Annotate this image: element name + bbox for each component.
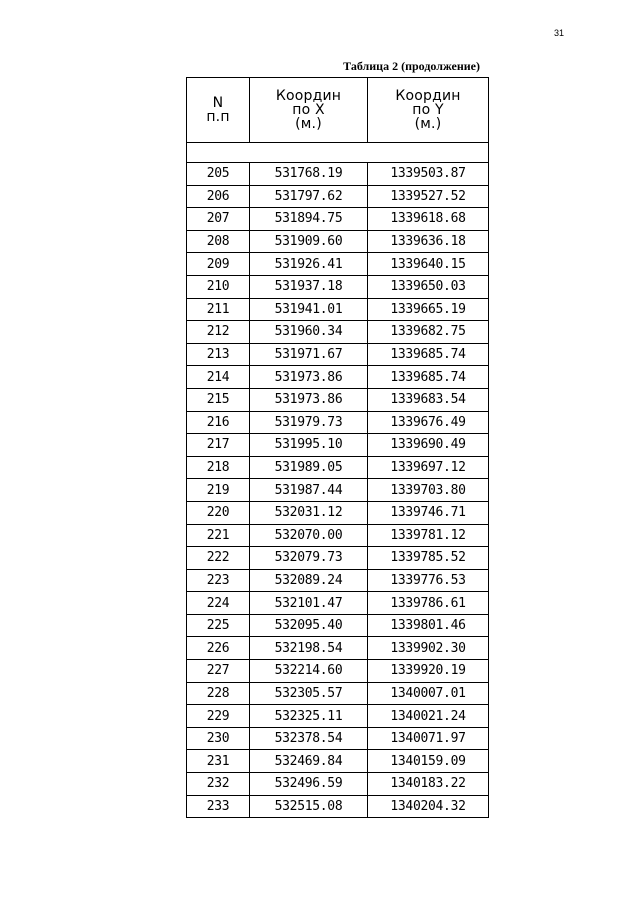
table-row	[187, 705, 489, 728]
table-row	[187, 411, 489, 434]
cell-x-coordinate: 532496.59	[250, 773, 368, 796]
header-x-coordinate	[250, 78, 368, 143]
cell-y-coordinate: 1339682.75	[368, 321, 489, 344]
cell-x-coordinate: 532070.00	[250, 524, 368, 547]
cell-x-coordinate: 531995.10	[250, 434, 368, 457]
table-row	[187, 388, 489, 411]
cell-y-coordinate: 1340071.97	[368, 727, 489, 750]
cell-point-number: 226	[187, 637, 250, 660]
cell-y-coordinate: 1339650.03	[368, 275, 489, 298]
cell-x-coordinate: 531926.41	[250, 253, 368, 276]
table-row	[187, 614, 489, 637]
cell-x-coordinate: 532515.08	[250, 795, 368, 818]
cell-x-coordinate: 531971.67	[250, 343, 368, 366]
cell-y-coordinate: 1339685.74	[368, 343, 489, 366]
cell-point-number: 207	[187, 208, 250, 231]
cell-x-coordinate: 531797.62	[250, 185, 368, 208]
cell-x-coordinate: 531768.19	[250, 163, 368, 186]
table-row	[187, 637, 489, 660]
coordinates-table	[186, 77, 489, 818]
cell-x-coordinate: 531973.86	[250, 388, 368, 411]
table-row	[187, 592, 489, 615]
table-row	[187, 230, 489, 253]
cell-point-number: 223	[187, 569, 250, 592]
header-point-number-line1: N	[212, 95, 224, 111]
cell-point-number: 211	[187, 298, 250, 321]
cell-point-number: 224	[187, 592, 250, 615]
cell-x-coordinate: 531960.34	[250, 321, 368, 344]
cell-y-coordinate: 1340183.22	[368, 773, 489, 796]
table-row	[187, 343, 489, 366]
cell-x-coordinate: 531979.73	[250, 411, 368, 434]
table-row	[187, 569, 489, 592]
cell-point-number: 209	[187, 253, 250, 276]
cell-x-coordinate: 532378.54	[250, 727, 368, 750]
header-point-number	[187, 78, 250, 143]
table-row	[187, 682, 489, 705]
cell-x-coordinate: 531987.44	[250, 479, 368, 502]
table-spacer-row	[187, 143, 489, 163]
header-x-line1: Координ	[275, 88, 342, 104]
cell-point-number: 216	[187, 411, 250, 434]
header-x-line3: (м.)	[295, 116, 322, 132]
cell-point-number: 217	[187, 434, 250, 457]
cell-x-coordinate: 531909.60	[250, 230, 368, 253]
header-x-line2: по X	[292, 102, 325, 118]
cell-point-number: 221	[187, 524, 250, 547]
header-y-line1: Координ	[395, 88, 461, 104]
table-row	[187, 501, 489, 524]
cell-y-coordinate: 1339746.71	[368, 501, 489, 524]
table-row	[187, 275, 489, 298]
cell-point-number: 233	[187, 795, 250, 818]
cell-x-coordinate: 532031.12	[250, 501, 368, 524]
cell-x-coordinate: 531941.01	[250, 298, 368, 321]
cell-y-coordinate: 1339690.49	[368, 434, 489, 457]
cell-y-coordinate: 1339527.52	[368, 185, 489, 208]
cell-y-coordinate: 1339785.52	[368, 547, 489, 570]
cell-x-coordinate: 532305.57	[250, 682, 368, 705]
cell-point-number: 219	[187, 479, 250, 502]
table-row	[187, 185, 489, 208]
table-row	[187, 524, 489, 547]
cell-y-coordinate: 1340021.24	[368, 705, 489, 728]
cell-point-number: 214	[187, 366, 250, 389]
cell-x-coordinate: 531973.86	[250, 366, 368, 389]
cell-y-coordinate: 1339665.19	[368, 298, 489, 321]
table-row	[187, 298, 489, 321]
cell-point-number: 205	[187, 163, 250, 186]
cell-point-number: 227	[187, 660, 250, 683]
cell-y-coordinate: 1340159.09	[368, 750, 489, 773]
table-row	[187, 660, 489, 683]
cell-point-number: 208	[187, 230, 250, 253]
cell-point-number: 231	[187, 750, 250, 773]
cell-x-coordinate: 532095.40	[250, 614, 368, 637]
cell-point-number: 213	[187, 343, 250, 366]
table-row	[187, 727, 489, 750]
cell-y-coordinate: 1339618.68	[368, 208, 489, 231]
cell-point-number: 228	[187, 682, 250, 705]
cell-x-coordinate: 532325.11	[250, 705, 368, 728]
cell-y-coordinate: 1339685.74	[368, 366, 489, 389]
header-y-line3: (м.)	[414, 116, 442, 132]
table-row	[187, 366, 489, 389]
cell-y-coordinate: 1339640.15	[368, 253, 489, 276]
header-point-number-line2: п.п	[206, 109, 230, 125]
cell-y-coordinate: 1339786.61	[368, 592, 489, 615]
cell-y-coordinate: 1339781.12	[368, 524, 489, 547]
table-row	[187, 434, 489, 457]
table-row	[187, 321, 489, 344]
cell-point-number: 232	[187, 773, 250, 796]
table-row	[187, 163, 489, 186]
cell-point-number: 225	[187, 614, 250, 637]
cell-y-coordinate: 1340007.01	[368, 682, 489, 705]
cell-y-coordinate: 1339697.12	[368, 456, 489, 479]
cell-point-number: 206	[187, 185, 250, 208]
cell-point-number: 222	[187, 547, 250, 570]
header-y-line2: по Y	[412, 102, 444, 118]
table-row	[187, 253, 489, 276]
table-row	[187, 795, 489, 818]
table-spacer-cell	[187, 143, 489, 163]
cell-point-number: 230	[187, 727, 250, 750]
table-row	[187, 750, 489, 773]
cell-x-coordinate: 532469.84	[250, 750, 368, 773]
cell-x-coordinate: 531894.75	[250, 208, 368, 231]
cell-x-coordinate: 532089.24	[250, 569, 368, 592]
table-row	[187, 547, 489, 570]
cell-y-coordinate: 1339902.30	[368, 637, 489, 660]
table-header-row	[187, 78, 489, 143]
table-row	[187, 456, 489, 479]
header-y-coordinate	[368, 78, 489, 143]
cell-y-coordinate: 1339703.80	[368, 479, 489, 502]
cell-y-coordinate: 1339636.18	[368, 230, 489, 253]
page-number: 31	[553, 28, 564, 38]
cell-y-coordinate: 1339676.49	[368, 411, 489, 434]
cell-point-number: 212	[187, 321, 250, 344]
cell-point-number: 218	[187, 456, 250, 479]
cell-point-number: 229	[187, 705, 250, 728]
table-row	[187, 479, 489, 502]
cell-y-coordinate: 1339801.46	[368, 614, 489, 637]
cell-y-coordinate: 1339920.19	[368, 660, 489, 683]
cell-x-coordinate: 531989.05	[250, 456, 368, 479]
cell-y-coordinate: 1339683.54	[368, 388, 489, 411]
cell-point-number: 215	[187, 388, 250, 411]
cell-x-coordinate: 532198.54	[250, 637, 368, 660]
cell-point-number: 220	[187, 501, 250, 524]
cell-y-coordinate: 1340204.32	[368, 795, 489, 818]
table-caption: Таблица 2 (продолжение)	[343, 59, 480, 73]
cell-x-coordinate: 532101.47	[250, 592, 368, 615]
cell-x-coordinate: 532214.60	[250, 660, 368, 683]
cell-y-coordinate: 1339503.87	[368, 163, 489, 186]
cell-x-coordinate: 532079.73	[250, 547, 368, 570]
table-row	[187, 208, 489, 231]
cell-point-number: 210	[187, 275, 250, 298]
cell-x-coordinate: 531937.18	[250, 275, 368, 298]
cell-y-coordinate: 1339776.53	[368, 569, 489, 592]
table-row	[187, 773, 489, 796]
